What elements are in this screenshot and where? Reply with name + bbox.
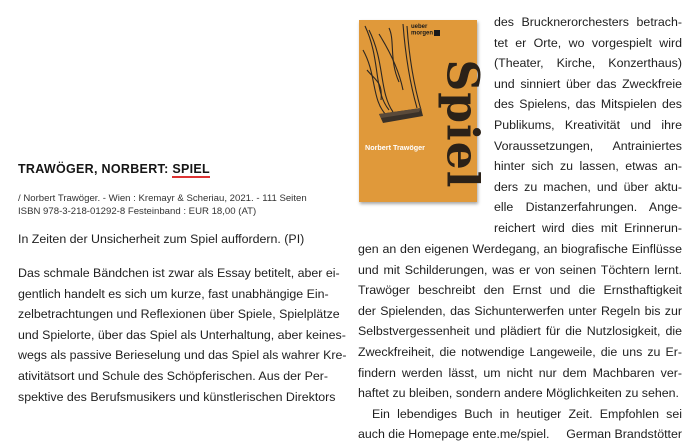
text-line: wegs als passive Berieselung und das Spiel als wahrer Kre- xyxy=(18,348,347,363)
text-line: Voraussetzungen, Antrainiertes xyxy=(494,138,682,153)
right-column-bottom xyxy=(358,239,682,445)
cover-title-text: Spiel xyxy=(436,59,488,189)
text-line: Trawöger beschreibt den Ernst und die Ernsthaftigkeit xyxy=(358,283,682,298)
text-line: elle Distanzerfahrungen. Ange- xyxy=(494,200,682,215)
text-line: des Spielens, das Mitspielen des xyxy=(494,97,682,112)
publisher-line-2: morgen xyxy=(411,30,434,37)
book-cover xyxy=(359,20,488,202)
text-line: und Spielorte, über das Spiel als Unterhaltung, aber keines- xyxy=(18,327,346,342)
publisher-line-1: ueber xyxy=(411,24,428,30)
text-line: und mit Schilderungen, was er von seinen Töchtern lernt. xyxy=(358,262,682,277)
reviewer-name: German Brandstötter xyxy=(566,427,682,442)
text-line: tet er Orte, wo vorgespielt wird xyxy=(494,35,682,50)
text-line: und sinniert über das Zweckfreie xyxy=(494,76,682,91)
text-line: Zweckfreiheit, die notwendige Langeweile, die uns zu Er- xyxy=(358,344,682,359)
text-line: Selbstvergessenheit und plädiert für die Nutzlosigkeit, die xyxy=(358,324,682,339)
publisher-logo xyxy=(411,24,440,37)
text-line: findern werden lässt, um nicht nur dem Machbaren ver- xyxy=(358,365,682,380)
right-column-top xyxy=(494,12,682,239)
text-line: ativitätsort und Schule des Schöpferischen. Aus der Per- xyxy=(18,368,328,383)
text-line: gentlich handelt es sich um kurze, fast unabhängige Ein- xyxy=(18,286,329,301)
text-line: Publikums, Kreativität und ihre xyxy=(494,117,682,132)
bibliographic-line-2: ISBN 978-3-218-01292-8 Festeinband : EUR 18,00 (AT) xyxy=(18,206,257,217)
text-line: spektive des Berufsmusikers und künstlerischen Direktors xyxy=(18,389,336,404)
cover-title xyxy=(436,46,488,202)
left-column xyxy=(18,263,347,407)
closing-line-2: auch die Homepage ente.me/spiel. xyxy=(358,427,550,442)
text-line: reichert wird dies mit Erinnerun- xyxy=(494,220,682,235)
review-lede: In Zeiten der Unsicherheit zum Spiel auffordern. (PI) xyxy=(18,232,305,246)
review-heading-title: SPIEL xyxy=(172,162,210,176)
bibliographic-line-1: / Norbert Trawöger. - Wien : Kremayr & Scheriau, 2021. - 111 Seiten xyxy=(18,193,307,204)
review-heading xyxy=(18,162,210,176)
text-line: der Spielenden, das Sichunterwerfen unter Regeln bis zur xyxy=(358,303,682,318)
text-line: haftet zu bleiben, sondern andere Möglichkeiten zu sehen. xyxy=(358,386,679,401)
cover-author: Norbert Trawöger xyxy=(365,143,425,152)
text-line: hinter sich zu lassen, etwas an- xyxy=(494,159,682,174)
review-heading-author: TRAWÖGER, NORBERT: xyxy=(18,162,173,176)
closing-row xyxy=(358,424,682,445)
publisher-logo-icon xyxy=(434,30,440,36)
text-line: gen an den eigenen Werdegang, an biografische Einflüsse xyxy=(358,242,682,256)
text-line: des Brucknerorchesters betrach- xyxy=(494,15,682,29)
text-line: (Theater, Kirche, Konzerthaus) xyxy=(494,56,682,71)
text-line: Das schmale Bändchen ist zwar als Essay betitelt, aber ei- xyxy=(18,266,340,280)
text-line: ders zu machen, und über aktu- xyxy=(494,179,682,194)
text-line: zelbetrachtungen und Reflexionen über Spiele, Spielplätze xyxy=(18,307,340,322)
closing-line: Ein lebendiges Buch in heutiger Zeit. Empfohlen sei xyxy=(372,406,682,421)
